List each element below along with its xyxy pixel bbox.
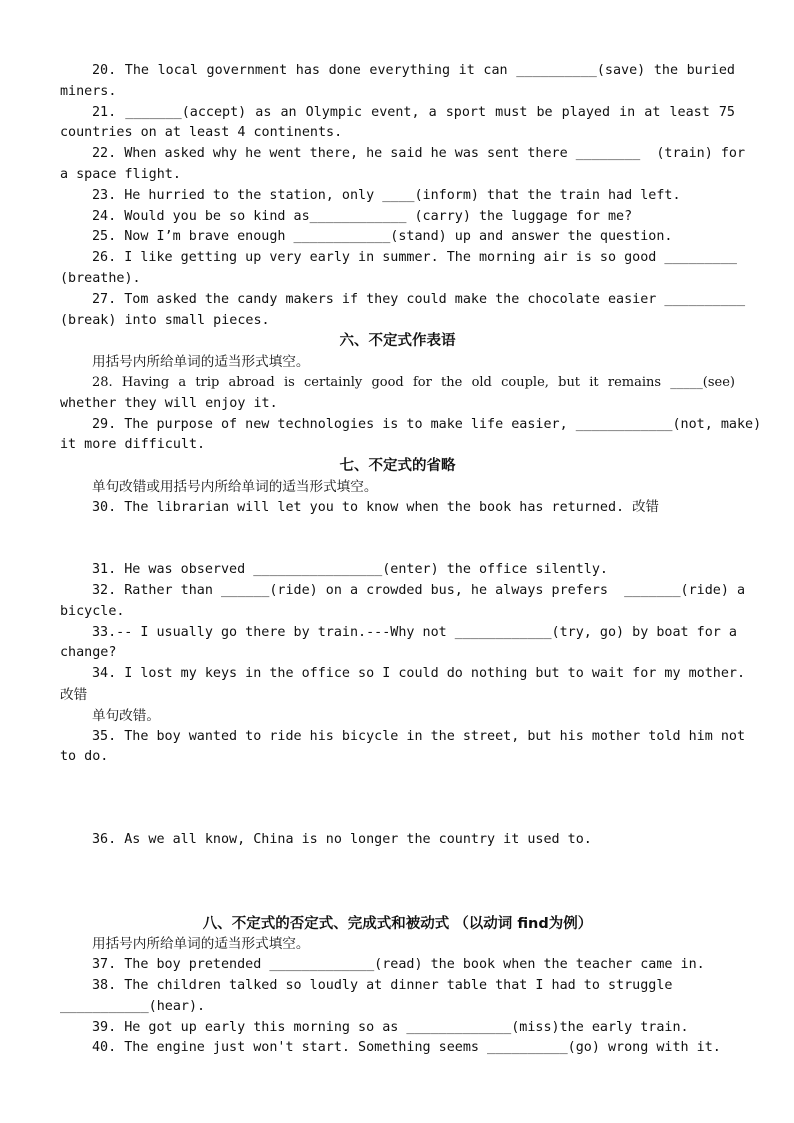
question-20-line2: miners. [60,83,117,99]
worksheet-page [60,61,762,1059]
question-38-line2: ___________(hear). [60,998,206,1014]
question-33-line1: 33.-- I usually go there by train.---Why not ____________(try, go) by boat for a [92,624,737,640]
question-34-line2: 改错 [60,686,88,703]
section-6-heading: 六、不定式作表语 [339,333,456,350]
section-8-heading: 八、不定式的否定式、完成式和被动式 （以动词 find为例） [202,915,593,932]
question-40: 40. The engine just won't start. Something seems __________(go) wrong with it. [92,1040,721,1056]
question-28-line2: whether they will enjoy it. [60,395,278,411]
question-27-line1: 27. Tom asked the candy makers if they could make the chocolate easier __________ [92,291,746,307]
question-27-line2: (break) into small pieces. [60,312,270,328]
section-7-instruction-2: 单句改错。 [92,707,160,724]
question-31: 31. He was observed ________________(enter) the office silently. [92,562,608,578]
question-33-line2: change? [60,645,117,661]
question-38-line1: 38. The children talked so loudly at dinner table that I had to struggle [92,978,673,994]
answer-space [60,768,735,830]
question-39: 39. He got up early this morning so as _____________(miss)the early train. [92,1019,689,1035]
question-37: 37. The boy pretended _____________(read) the book when the teacher came in. [92,957,705,973]
section-6-instruction: 用括号内所给单词的适当形式填空。 [92,354,310,371]
question-23: 23. He hurried to the station, only ____(inform) that the train had left. [92,187,681,203]
answer-space [60,519,735,561]
question-20-line1: 20. The local government has done everything it can __________(save) the buried [92,63,735,78]
question-29-line2: it more difficult. [60,437,206,453]
question-35-line2: to do. [60,749,109,765]
section-7-instruction: 单句改错或用括号内所给单词的适当形式填空。 [92,478,378,495]
question-34-line1: 34. I lost my keys in the office so I could do nothing but to wait for my mother. [92,666,746,682]
question-35-line1: 35. The boy wanted to ride his bicycle in the street, but his mother told him not [92,728,746,744]
question-30: 30. The librarian will let you to know when the book has returned. 改错 [92,499,659,515]
answer-space [60,851,735,913]
question-22-line1: 22. When asked why he went there, he said he was sent there ________ (train) for [92,146,746,162]
section-7-heading: 七、不定式的省略 [339,458,456,475]
question-24: 24. Would you be so kind as____________ (carry) the luggage for me? [92,208,633,224]
question-26-line1: 26. I like getting up very early in summer. The morning air is so good _________ [92,250,737,266]
question-25: 25. Now I’m brave enough ____________(stand) up and answer the question. [92,229,673,245]
question-26-line2: (breathe). [60,270,141,286]
question-36: 36. As we all know, China is no longer the country it used to. [92,832,592,848]
question-21-line1: 21. _______(accept) as an Olympic event, a sport must be played in at least 75 [92,104,735,120]
question-21-line2: countries on at least 4 continents. [60,125,343,141]
question-22-line2: a space flight. [60,166,181,182]
question-32-line2: bicycle. [60,603,125,619]
question-28-line1: 28. Having a trip abroad is certainly good for the old couple, but it remains _____(see) [92,374,735,390]
question-32-line1: 32. Rather than ______(ride) on a crowded bus, he always prefers _______(ride) a [92,582,746,598]
section-8-instruction: 用括号内所给单词的适当形式填空。 [92,936,310,953]
question-29-line1: 29. The purpose of new technologies is to make life easier, ____________(not, make) [92,416,762,432]
